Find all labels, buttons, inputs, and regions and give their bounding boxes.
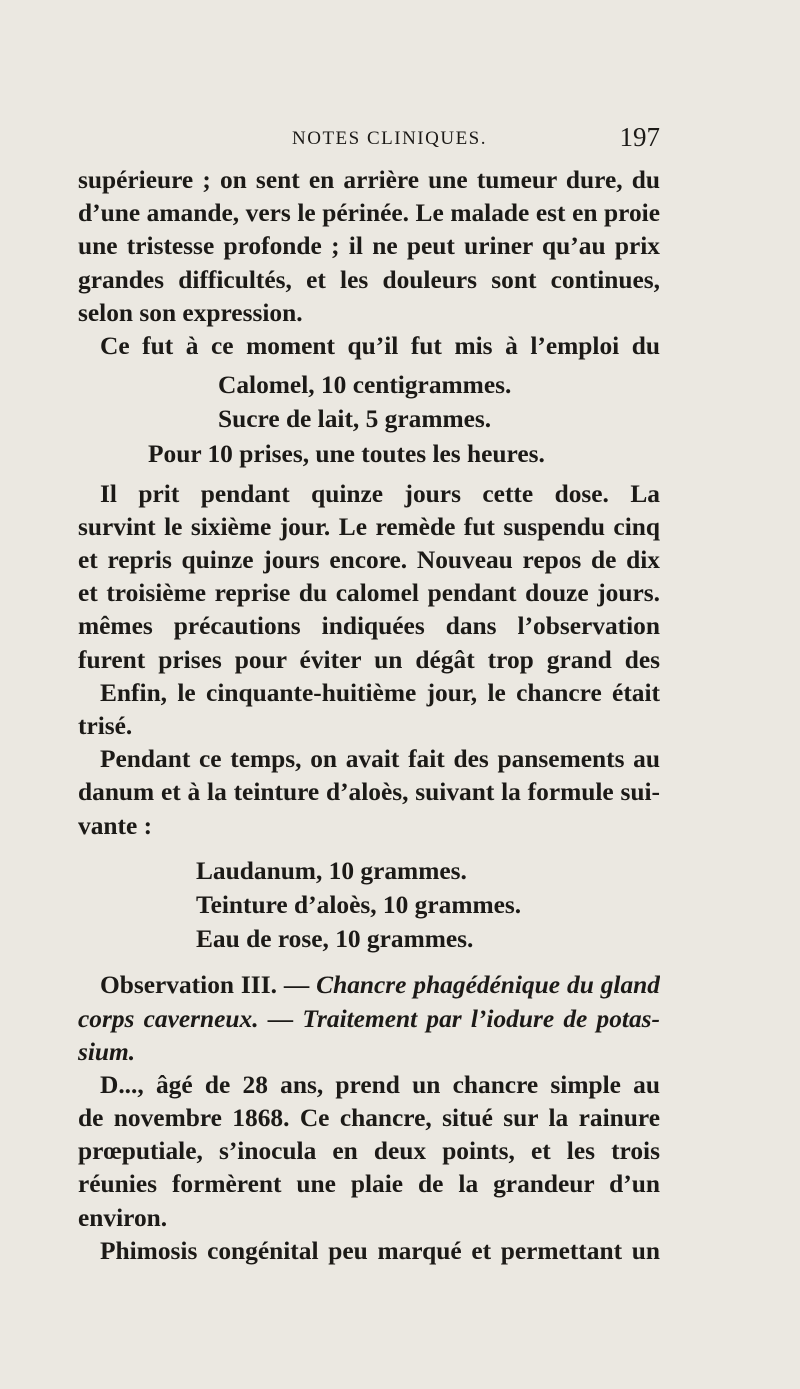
text-line: D..., âgé de 28 ans, prend un chancre simple au: [100, 1070, 660, 1099]
formula-line: Teinture d’aloès, 10 grammes.: [196, 890, 522, 919]
observation-heading-line: [78, 1036, 660, 1069]
running-title: NOTES CLINIQUES.: [292, 128, 487, 149]
formula-line: Laudanum, 10 grammes.: [196, 856, 467, 885]
text-line: mêmes précautions indiquées dans l’observation: [78, 612, 660, 641]
text-line: environ.: [78, 1203, 168, 1232]
text-line: et troisième reprise du calomel pendant douze jours.: [78, 579, 660, 608]
text-line: d’une amande, vers le périnée. Le malade est en proie: [78, 199, 660, 228]
text-line: grandes difficultés, et les douleurs sont continues,: [78, 265, 660, 294]
formula-line: Pour 10 prises, une toutes les heures.: [148, 439, 545, 468]
text-line: une tristesse profonde ; il ne peut uriner qu’au prix: [78, 232, 660, 261]
text-line: vante :: [78, 811, 153, 840]
text-line: furent prises pour éviter un dégât trop grand des: [78, 645, 660, 674]
text-line: danum et à la teinture d’aloès, suivant la formule sui-: [78, 778, 660, 807]
observation-title-cont: corps caverneux. — Traitement par l’iodure de potas-: [78, 1004, 660, 1033]
observation-title: Chancre phagédénique du gland: [316, 971, 660, 1000]
text-line: selon son expression.: [78, 298, 303, 327]
text-line: et repris quinze jours encore. Nouveau repos de dix: [78, 546, 660, 575]
text-line: de novembre 1868. Ce chancre, situé sur la rainure: [78, 1104, 660, 1133]
text-line: Enfin, le cinquante-huitième jour, le chancre était: [100, 678, 660, 707]
text-line: réunies formèrent une plaie de la grandeur d’un: [78, 1170, 660, 1199]
page-body: [78, 164, 660, 1268]
text-line: supérieure ; on sent en arrière une tumeur dure, du: [78, 166, 660, 194]
observation-label: Observation III. —: [100, 971, 317, 1000]
page-number: 197: [619, 122, 660, 152]
observation-heading: [78, 969, 660, 1002]
text-line: survint le sixième jour. Le remède fut suspendu cinq: [78, 512, 660, 541]
text-line: Pendant ce temps, on avait fait des pansements au: [100, 745, 660, 774]
page-header: [78, 122, 660, 158]
observation-heading-line: [78, 1003, 660, 1036]
text-line: Ce fut à ce moment qu’il fut mis à l’emploi du: [100, 331, 660, 360]
formula-line: Eau de rose, 10 grammes.: [196, 925, 474, 954]
text-line: Il prit pendant quinze jours cette dose. La: [100, 479, 660, 508]
observation-title-end: sium.: [78, 1037, 136, 1066]
text-line: Phimosis congénital peu marqué et permettant un: [100, 1236, 660, 1265]
text-line: trisé.: [78, 712, 133, 740]
formula-line: Sucre de lait, 5 grammes.: [218, 405, 492, 434]
text-line: prœputiale, s’inocula en deux points, et les trois: [78, 1137, 660, 1166]
formula-line: Calomel, 10 centigrammes.: [218, 371, 512, 400]
